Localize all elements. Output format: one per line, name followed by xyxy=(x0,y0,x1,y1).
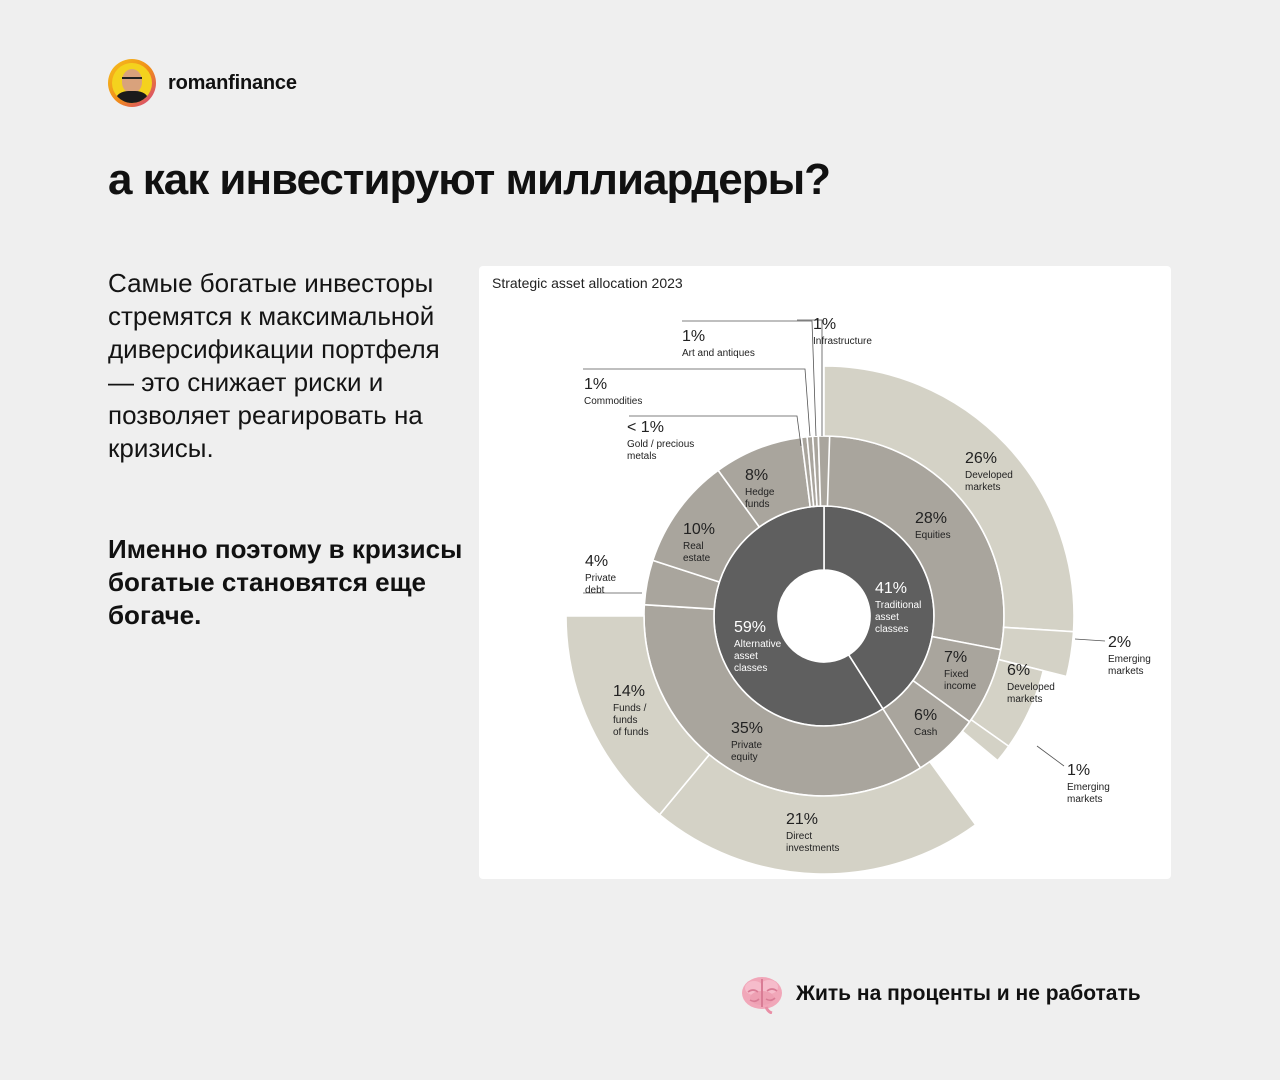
mid-label-private-debt: 4% Private debt xyxy=(585,553,617,596)
mid-label-gold: < 1% Gold / precious metals xyxy=(627,419,695,462)
page-title: а как инвестируют миллиардеры? xyxy=(108,155,831,204)
mid-label-cash: 6% Cash xyxy=(914,707,938,738)
author-name[interactable]: romanfinance xyxy=(168,71,297,94)
mid-label-equities: 28% Equities xyxy=(915,510,951,541)
sunburst-chart xyxy=(479,266,1171,879)
mid-label-art: 1% Art and antiques xyxy=(682,328,755,359)
brain-icon xyxy=(740,974,784,1014)
chart-card xyxy=(479,266,1171,879)
leader-line-emerging-equities xyxy=(1075,639,1105,641)
mid-label-infrastructure: 1% Infrastructure xyxy=(813,316,872,347)
chart-title: Strategic asset allocation 2023 xyxy=(492,275,683,291)
footer-text: Жить на проценты и не работать xyxy=(796,982,1141,1005)
middle-ring-segment xyxy=(818,436,829,506)
mid-label-hedge-funds: 8% Hedge funds xyxy=(745,467,775,510)
outer-label-developed-equities: 26% Developed markets xyxy=(965,450,1013,493)
mid-label-real-estate: 10% Real estate xyxy=(683,521,716,564)
mid-label-private-equity: 35% Private equity xyxy=(731,720,764,763)
author-block xyxy=(108,59,297,107)
footer xyxy=(740,974,1141,1014)
mid-label-fixed-income: 7% Fixed income xyxy=(944,649,977,692)
outer-label-developed-fixed: 6% Developed markets xyxy=(1007,662,1055,705)
chart-center-hole xyxy=(778,570,870,662)
outer-label-funds-of-funds: 14% Funds / funds of funds xyxy=(613,683,649,738)
mid-label-commodities: 1% Commodities xyxy=(584,376,643,407)
inner-label-alternative: 59% Alternative asset classes xyxy=(734,619,782,674)
avatar-photo xyxy=(112,63,152,103)
leader-line-emerging-fixed xyxy=(1037,746,1064,766)
avatar[interactable] xyxy=(108,59,156,107)
emphasis-paragraph: Именно поэтому в кризисы богатые становятся еще богаче. xyxy=(108,534,463,630)
outer-label-emerging-fixed: 1% Emerging markets xyxy=(1067,762,1110,805)
outer-label-direct-investments: 21% Direct investments xyxy=(786,811,840,854)
outer-label-emerging-equities: 2% Emerging markets xyxy=(1108,634,1151,677)
lead-paragraph: Самые богатые инвесторы стремятся к максимальной диверсификации портфеля — это снижает риски и позволяет реагировать на кризисы. xyxy=(108,268,440,463)
inner-label-traditional: 41% Traditional asset classes xyxy=(875,580,922,635)
